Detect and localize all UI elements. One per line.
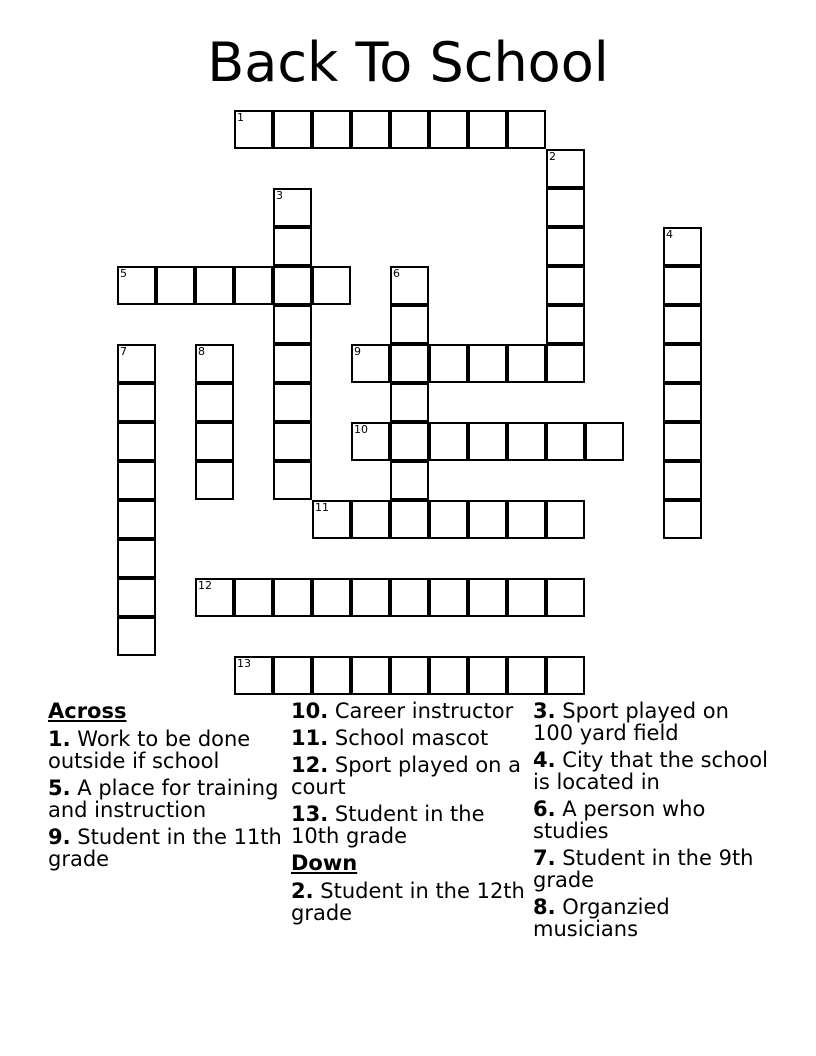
grid-cell[interactable] [468, 422, 507, 461]
grid-cell[interactable] [351, 656, 390, 695]
grid-cell[interactable] [273, 461, 312, 500]
grid-cell[interactable] [273, 188, 312, 227]
clues-column-3 [533, 700, 773, 945]
puzzle-title: Back To School [207, 31, 609, 94]
grid-cell[interactable] [546, 227, 585, 266]
clues-column-1 [48, 700, 288, 875]
grid-cell[interactable] [390, 578, 429, 617]
clue-item-number: 10. [291, 699, 329, 723]
clue-item-number: 5. [48, 776, 71, 800]
clue-item-text: Career instructor [334, 699, 514, 723]
grid-cell[interactable] [273, 422, 312, 461]
clue-item-text: A person who studies [533, 797, 706, 843]
grid-cell[interactable] [351, 500, 390, 539]
grid-cell[interactable] [546, 344, 585, 383]
grid-cell[interactable] [546, 149, 585, 188]
clue-item [533, 847, 773, 891]
clue-item [533, 798, 773, 842]
grid-cell[interactable] [273, 227, 312, 266]
grid-cell[interactable] [234, 110, 273, 149]
grid-cell[interactable] [117, 539, 156, 578]
clue-number: 8 [198, 345, 205, 358]
grid-cell[interactable] [117, 422, 156, 461]
grid-cell[interactable] [663, 227, 702, 266]
clue-item [291, 754, 531, 798]
clue-item-text: Student in the 9th grade [533, 846, 754, 892]
grid-cell[interactable] [312, 656, 351, 695]
grid-cell[interactable] [507, 578, 546, 617]
clue-item-text: Organzied musicians [533, 895, 670, 941]
grid-cell[interactable] [468, 656, 507, 695]
grid-cell[interactable] [546, 305, 585, 344]
clue-number: 4 [666, 228, 673, 241]
grid-cell[interactable] [663, 422, 702, 461]
grid-cell[interactable] [390, 266, 429, 305]
clue-number: 2 [549, 150, 556, 163]
grid-cell[interactable] [234, 266, 273, 305]
clue-number: 6 [393, 267, 400, 280]
grid-cell[interactable] [663, 461, 702, 500]
clue-item [291, 803, 531, 847]
grid-cell[interactable] [507, 656, 546, 695]
grid-cell[interactable] [117, 578, 156, 617]
grid-cell[interactable] [117, 500, 156, 539]
grid-cell[interactable] [351, 344, 390, 383]
clue-item [533, 896, 773, 940]
grid-cell[interactable] [546, 500, 585, 539]
grid-cell[interactable] [507, 344, 546, 383]
grid-cell[interactable] [273, 305, 312, 344]
grid-cell[interactable] [117, 344, 156, 383]
clue-item-text: Sport played on 100 yard field [533, 699, 729, 745]
clue-number: 5 [120, 267, 127, 280]
grid-cell[interactable] [468, 110, 507, 149]
grid-cell[interactable] [195, 461, 234, 500]
grid-cell[interactable] [312, 578, 351, 617]
grid-cell[interactable] [117, 266, 156, 305]
clue-number: 9 [354, 345, 361, 358]
clue-item-number: 1. [48, 727, 71, 751]
clue-item-number: 7. [533, 846, 556, 870]
grid-cell[interactable] [312, 266, 351, 305]
clue-item-text: Student in the 11th grade [48, 825, 282, 871]
clue-item-number: 9. [48, 825, 71, 849]
clue-item [533, 749, 773, 793]
grid-cell[interactable] [429, 422, 468, 461]
grid-cell[interactable] [273, 110, 312, 149]
clue-item-text: Sport played on a court [291, 753, 522, 799]
grid-cell[interactable] [390, 383, 429, 422]
grid-cell[interactable] [273, 344, 312, 383]
grid-cell[interactable] [390, 305, 429, 344]
grid-cell[interactable] [195, 422, 234, 461]
clue-item-text: Work to be done outside if school [48, 727, 251, 773]
clue-number: 12 [198, 579, 212, 592]
grid-cell[interactable] [390, 422, 429, 461]
grid-cell[interactable] [429, 656, 468, 695]
down-heading: Down [291, 851, 358, 875]
grid-cell[interactable] [429, 344, 468, 383]
grid-cell[interactable] [234, 656, 273, 695]
grid-cell[interactable] [585, 422, 624, 461]
grid-cell[interactable] [156, 266, 195, 305]
grid-cell[interactable] [351, 422, 390, 461]
clue-item [291, 880, 531, 924]
clue-item [48, 728, 288, 772]
clue-number: 11 [315, 501, 329, 514]
grid-cell[interactable] [663, 305, 702, 344]
clue-number: 1 [237, 111, 244, 124]
grid-cell[interactable] [663, 266, 702, 305]
clue-item-number: 12. [291, 753, 329, 777]
grid-cell[interactable] [546, 188, 585, 227]
grid-cell[interactable] [390, 461, 429, 500]
across-heading: Across [48, 699, 127, 723]
grid-cell[interactable] [429, 110, 468, 149]
clue-item-number: 8. [533, 895, 556, 919]
grid-cell[interactable] [546, 656, 585, 695]
grid-cell[interactable] [663, 344, 702, 383]
clue-number: 10 [354, 423, 368, 436]
grid-cell[interactable] [663, 500, 702, 539]
grid-cell[interactable] [429, 578, 468, 617]
clue-item-text: Student in the 12th grade [291, 879, 525, 925]
grid-cell[interactable] [468, 578, 507, 617]
grid-cell[interactable] [195, 578, 234, 617]
grid-cell[interactable] [273, 578, 312, 617]
grid-cell[interactable] [117, 461, 156, 500]
grid-cell[interactable] [390, 500, 429, 539]
clue-item-text: School mascot [334, 726, 489, 750]
grid-cell[interactable] [546, 266, 585, 305]
grid-cell[interactable] [312, 500, 351, 539]
grid-cell[interactable] [117, 617, 156, 656]
grid-cell[interactable] [273, 266, 312, 305]
clue-item-text: Student in the 10th grade [291, 802, 485, 848]
grid-cell[interactable] [195, 383, 234, 422]
grid-cell[interactable] [429, 500, 468, 539]
grid-cell[interactable] [468, 344, 507, 383]
grid-cell[interactable] [117, 383, 156, 422]
clue-item-text: City that the school is located in [533, 748, 768, 794]
grid-cell[interactable] [390, 344, 429, 383]
grid-cell[interactable] [234, 578, 273, 617]
grid-cell[interactable] [507, 110, 546, 149]
grid-cell[interactable] [663, 383, 702, 422]
clue-item [291, 700, 531, 722]
clue-item [533, 700, 773, 744]
clue-item-number: 6. [533, 797, 556, 821]
clue-item-number: 11. [291, 726, 329, 750]
clue-item-number: 3. [533, 699, 556, 723]
clue-item-number: 4. [533, 748, 556, 772]
grid-cell[interactable] [390, 110, 429, 149]
grid-cell[interactable] [351, 578, 390, 617]
clue-number: 13 [237, 657, 251, 670]
grid-cell[interactable] [546, 578, 585, 617]
clue-number: 7 [120, 345, 127, 358]
grid-cell[interactable] [390, 656, 429, 695]
grid-cell[interactable] [273, 656, 312, 695]
grid-cell[interactable] [468, 500, 507, 539]
grid-cell[interactable] [312, 110, 351, 149]
grid-cell[interactable] [351, 110, 390, 149]
clue-item [291, 727, 531, 749]
clue-item [48, 777, 288, 821]
clue-item-text: A place for training and instruction [48, 776, 279, 822]
grid-cell[interactable] [195, 344, 234, 383]
clue-item [48, 826, 288, 870]
grid-cell[interactable] [273, 383, 312, 422]
grid-cell[interactable] [507, 500, 546, 539]
grid-cell[interactable] [507, 422, 546, 461]
clue-item-number: 2. [291, 879, 314, 903]
grid-cell[interactable] [195, 266, 234, 305]
clue-number: 3 [276, 189, 283, 202]
clue-item-number: 13. [291, 802, 329, 826]
grid-cell[interactable] [546, 422, 585, 461]
clues-column-2 [291, 700, 531, 929]
